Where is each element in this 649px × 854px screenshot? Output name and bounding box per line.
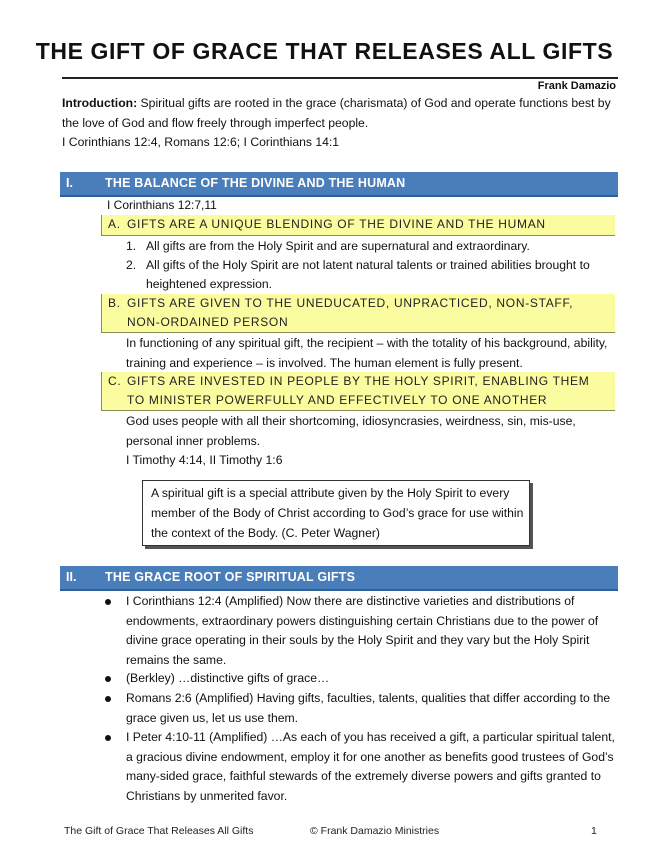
bullet-dot <box>105 696 111 702</box>
scripture-bullet-3-text: Romans 2:6 (Amplified) Having gifts, faculties, talents, qualities that differ according to the grace given us, let us use them. <box>126 691 611 725</box>
section-1-number: I. <box>66 176 73 190</box>
point-c-heading <box>101 372 615 411</box>
point-b-letter: B. <box>108 296 121 310</box>
scripture-bullet-2-text: (Berkley) …distinctive gifts of grace… <box>126 671 330 685</box>
section-2-number: II. <box>66 570 77 584</box>
section-1-reference: I Corinthians 12:7,11 <box>107 198 217 212</box>
point-a-item-2-text: All gifts of the Holy Spirit are not latent natural talents or trained abilities brought to heightened expression. <box>146 258 590 291</box>
bullet-dot <box>105 676 111 682</box>
bullet-dot <box>105 735 111 741</box>
footer-document-title: The Gift of Grace That Releases All Gifts <box>64 825 254 837</box>
introduction-paragraph <box>62 94 618 133</box>
introduction-text: Spiritual gifts are rooted in the grace (charismata) of God and operate functions best by the love of God and flow freely through imperfect people. <box>62 96 611 130</box>
point-a-item-1-text: All gifts are from the Holy Spirit and are supernatural and extraordinary. <box>146 239 530 253</box>
point-a-letter: A. <box>108 217 121 231</box>
point-c-text: GIFTS ARE INVESTED IN PEOPLE BY THE HOLY SPIRIT, ENABLING THEM TO MINISTER POWERFULLY AND EFFECTIVELY TO ONE ANOTHER <box>127 374 590 407</box>
section-1-title: THE BALANCE OF THE DIVINE AND THE HUMAN <box>105 176 406 190</box>
footer-page-number: 1 <box>591 825 597 837</box>
introduction-label: Introduction: <box>62 96 138 110</box>
point-a-item-1-number: 1. <box>126 239 137 253</box>
footer-copyright: © Frank Damazio Ministries <box>310 825 440 837</box>
section-2-header <box>60 566 618 591</box>
scripture-bullet-1-text: I Corinthians 12:4 (Amplified) Now there are distinctive varieties and distributions of endowments, extraordinary powers distinguishing certain Christians due to the power of divine grace operating in their souls by the Holy Spirit and they vary but the Holy Spirit remains the same. <box>126 594 599 667</box>
point-c-letter: C. <box>108 374 122 388</box>
definition-quote-box: A spiritual gift is a special attribute given by the Holy Spirit to every member of the Body of Christ according to God’s grace for use within the context of the Body. (C. Peter Wagner) <box>142 480 530 546</box>
point-b-body: In functioning of any spiritual gift, the recipient – with the totality of his background, ability, training and experience – is involved. The human element is fully present. <box>126 336 608 370</box>
introduction-references: I Corinthians 12:4, Romans 12:6; I Corinthians 14:1 <box>62 135 340 149</box>
point-b-heading <box>101 294 615 333</box>
section-1-header <box>60 172 618 197</box>
scripture-bullet-4-text: I Peter 4:10-11 (Amplified) …As each of you has received a gift, a particular spiritual talent, a gracious divine endowment, employ it for one another as benefits good trustees of God’s many-sided grace, faithful stewards of the extremely diverse powers and gifts granted to Christians by unmerited favor. <box>126 730 615 803</box>
point-a-item-2-number: 2. <box>126 258 137 272</box>
section-2-title: THE GRACE ROOT OF SPIRITUAL GIFTS <box>105 570 356 584</box>
title-underline <box>62 77 618 79</box>
author-name: Frank Damazio <box>537 80 616 92</box>
point-b-text: GIFTS ARE GIVEN TO THE UNEDUCATED, UNPRACTICED, NON-STAFF, NON-ORDAINED PERSON <box>127 296 574 329</box>
point-a-heading <box>101 215 615 236</box>
bullet-dot <box>105 599 111 605</box>
point-c-body: God uses people with all their shortcoming, idiosyncrasies, weirdness, sin, mis-use, personal inner problems. <box>126 414 576 448</box>
point-c-reference: I Timothy 4:14, II Timothy 1:6 <box>126 453 283 467</box>
document-title: THE GIFT OF GRACE THAT RELEASES ALL GIFTS <box>35 38 614 64</box>
point-a-text: GIFTS ARE A UNIQUE BLENDING OF THE DIVINE AND THE HUMAN <box>127 217 546 231</box>
